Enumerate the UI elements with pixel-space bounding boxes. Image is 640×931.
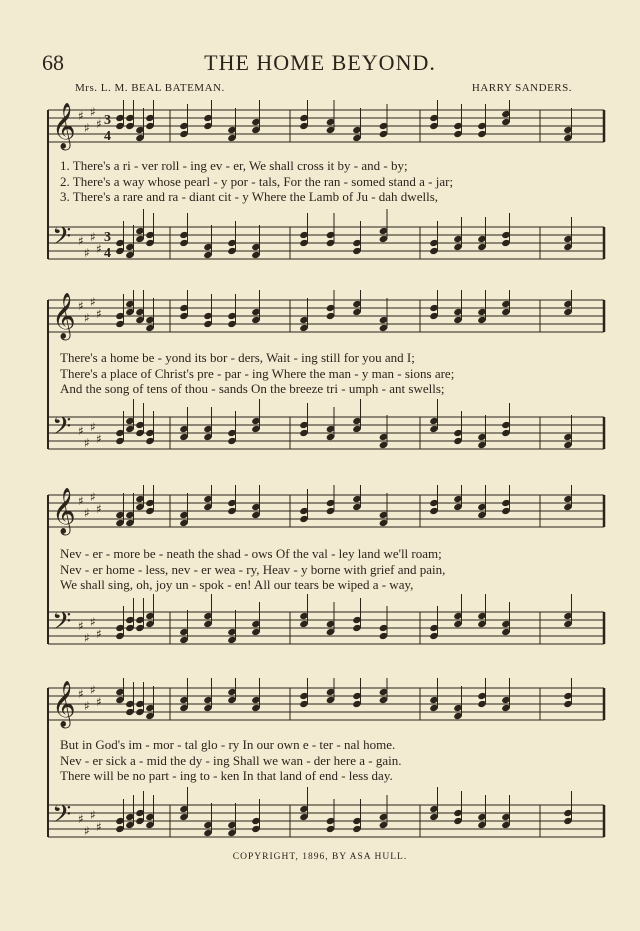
sharp-icon: ♯ [84, 311, 90, 325]
time-signature: 4 [104, 246, 111, 261]
sharp-icon: ♯ [78, 234, 84, 248]
sharp-icon: ♯ [96, 695, 102, 709]
lyric-line: Nev - er sick a - mid the dy - ing Shall we wan - der here a - gain. [60, 752, 402, 768]
page-number: 68 [42, 50, 64, 75]
copyright-notice: COPYRIGHT, 1896, BY ASA HULL. [232, 852, 408, 862]
sharp-icon: ♯ [84, 699, 90, 713]
lyric-line: 2. There's a way whose pearl - y por - tals, For the ran - somed stand a - jar; [60, 173, 454, 189]
sharp-icon: ♯ [90, 230, 96, 244]
sharp-icon: ♯ [78, 424, 84, 438]
bass-clef-icon: 𝄢 [52, 412, 72, 447]
lyrics-block [60, 158, 590, 205]
treble-clef-icon: 𝄞 [52, 293, 76, 339]
sharp-icon: ♯ [96, 627, 102, 641]
sharp-icon: ♯ [84, 824, 90, 838]
treble-clef-icon: 𝄞 [52, 488, 76, 534]
lyrics-block [60, 546, 590, 593]
time-signature: 3 [104, 113, 111, 128]
lyrics-block [60, 737, 590, 784]
lyricist-credit: Mrs. L. M. BEAL BATEMAN. [75, 82, 225, 94]
sharp-icon: ♯ [90, 295, 96, 309]
sharp-icon: ♯ [78, 687, 84, 701]
lyric-line: And the song of tens of thou - sands On the breeze tri - umph - ant swells; [60, 381, 445, 396]
lyric-line: There will be no part - ing to - ken In that land of end - less day. [60, 768, 393, 783]
sharp-icon: ♯ [84, 631, 90, 645]
lyric-line: 3. There's a rare and ra - diant cit - y Where the Lamb of Ju - dah dwells, [60, 189, 438, 204]
sharp-icon: ♯ [84, 121, 90, 135]
sharp-icon: ♯ [90, 683, 96, 697]
lyric-line: We shall sing, oh, joy un - spok - en! All our tears be wiped a - way, [60, 577, 414, 592]
sharp-icon: ♯ [90, 490, 96, 504]
treble-clef-icon: 𝄞 [52, 681, 76, 727]
sharp-icon: ♯ [96, 820, 102, 834]
sharp-icon: ♯ [96, 117, 102, 131]
treble-clef-icon: 𝄞 [52, 103, 76, 149]
sharp-icon: ♯ [96, 242, 102, 256]
sharp-icon: ♯ [96, 502, 102, 516]
composer-credit: HARRY SANDERS. [471, 82, 572, 94]
bass-clef-icon: 𝄢 [52, 222, 72, 257]
bass-clef-icon: 𝄢 [52, 800, 72, 835]
hymn-title: THE HOME BEYOND. [204, 50, 436, 75]
sharp-icon: ♯ [90, 808, 96, 822]
sharp-icon: ♯ [90, 420, 96, 434]
sharp-icon: ♯ [78, 494, 84, 508]
lyric-line: Nev - er home - less, nev - er wea - ry, Heav - y borne with grief and pain, [60, 561, 446, 577]
sharp-icon: ♯ [96, 432, 102, 446]
sharp-icon: ♯ [78, 619, 84, 633]
lyrics-block [60, 350, 590, 397]
lyric-line: 1. There's a ri - ver roll - ing ev - er, We shall cross it by - and - by; [60, 158, 408, 173]
bass-clef-icon: 𝄢 [52, 607, 72, 642]
sharp-icon: ♯ [96, 307, 102, 321]
sharp-icon: ♯ [84, 506, 90, 520]
time-signature: 3 [104, 230, 111, 245]
lyric-line: But in God's im - mor - tal glo - ry In our own e - ter - nal home. [60, 737, 396, 752]
sharp-icon: ♯ [90, 105, 96, 119]
lyric-line: There's a place of Christ's pre - par - ing Where the man - y man - sions are; [60, 365, 455, 381]
sharp-icon: ♯ [84, 436, 90, 450]
lyric-line: There's a home be - yond its bor - ders, Wait - ing still for you and I; [60, 350, 415, 365]
sharp-icon: ♯ [78, 109, 84, 123]
time-signature: 4 [104, 129, 111, 144]
sharp-icon: ♯ [90, 615, 96, 629]
sharp-icon: ♯ [78, 299, 84, 313]
sharp-icon: ♯ [78, 812, 84, 826]
lyric-line: Nev - er - more be - neath the shad - ows Of the val - ley land we'll roam; [60, 546, 442, 561]
sharp-icon: ♯ [84, 246, 90, 260]
